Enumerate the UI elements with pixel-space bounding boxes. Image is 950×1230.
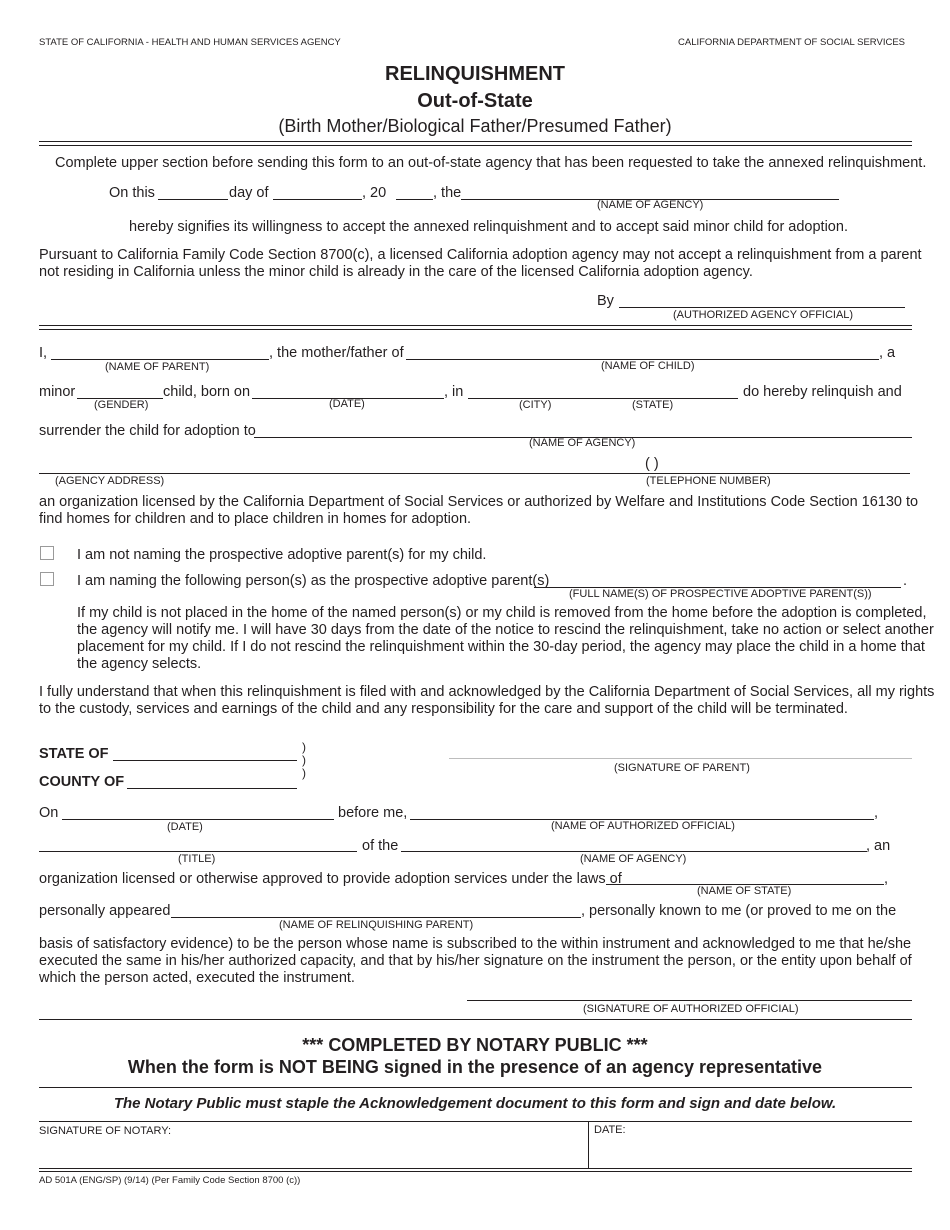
the-text: , the (433, 185, 462, 201)
notice-text-1: If my child is not placed in the home of the named person(s) or my child is removed from the home before the adoption is completed, (77, 605, 927, 621)
minor-text: minor (39, 384, 76, 400)
notice-text-4: the agency selects. (77, 656, 202, 672)
evidence-text-2: executed the same in his/her authorized capacity, and that by his/her signature on the instrument the person, or the entity upon behalf of (39, 953, 912, 969)
adoptive-parents-label: (FULL NAME(S) OF PROSPECTIVE ADOPTIVE PARENT(S)) (569, 588, 872, 600)
ack-date-field[interactable] (62, 819, 334, 820)
rule (39, 1121, 912, 1122)
personally-known-text: , personally known to me (or proved to me on the (581, 903, 897, 919)
agency-name-label: (NAME OF AGENCY) (597, 199, 704, 211)
a-text: , a (879, 345, 896, 361)
city-label: (CITY) (519, 399, 552, 411)
child-born-on-text: child, born on (163, 384, 251, 400)
year-prefix-text: , 20 (362, 185, 387, 201)
year-field[interactable] (396, 199, 433, 200)
gender-label: (GENDER) (94, 399, 149, 411)
bracket: ) (302, 740, 306, 754)
rule (39, 145, 912, 146)
notary-signature-field[interactable] (39, 1123, 587, 1169)
surrender-text: surrender the child for adoption to (39, 423, 256, 439)
rule (39, 1087, 912, 1088)
relinquishing-parent-label: (NAME OF RELINQUISHING PARENT) (279, 919, 474, 931)
official-label: (AUTHORIZED AGENCY OFFICIAL) (673, 309, 854, 321)
organization-text-2: find homes for children and to place children in homes for adoption. (39, 511, 472, 527)
willingness-text: hereby signifies its willingness to accept the annexed relinquishment and to accept said minor child for adoption. (129, 219, 848, 235)
form-title: RELINQUISHMENT (385, 63, 565, 85)
by-text: By (597, 293, 614, 309)
period-text: . (903, 573, 908, 589)
mother-father-text: , the mother/father of (269, 345, 404, 361)
notary-date-field[interactable] (590, 1123, 912, 1169)
before-me-text: before me, (338, 805, 408, 821)
agency-address-field[interactable] (39, 473, 910, 474)
parent-signature-field[interactable] (449, 758, 912, 759)
official-signature-line[interactable] (467, 1000, 912, 1001)
personally-appeared-text: personally appeared (39, 903, 171, 919)
divider (588, 1122, 589, 1169)
state-name-label: (NAME OF STATE) (697, 885, 792, 897)
notary-date-label: DATE: (594, 1124, 626, 1136)
of-the-text: of the (362, 838, 399, 854)
notary-signature-label: SIGNATURE OF NOTARY: (39, 1125, 172, 1137)
month-field[interactable] (273, 199, 362, 200)
comma-text: , (874, 805, 879, 821)
notary-heading: *** COMPLETED BY NOTARY PUBLIC *** (302, 1035, 648, 1055)
rule (39, 325, 912, 326)
birth-place-field[interactable] (468, 398, 738, 399)
official-signature-field[interactable] (619, 307, 905, 308)
naming-checkbox[interactable] (40, 572, 54, 586)
rule (39, 141, 912, 142)
parent-name-label: (NAME OF PARENT) (105, 361, 210, 373)
not-naming-checkbox[interactable] (40, 546, 54, 560)
state-of-label: STATE OF (39, 746, 109, 762)
official-name-label: (NAME OF AUTHORIZED OFFICIAL) (551, 820, 735, 832)
bracket: ) (302, 766, 306, 780)
comma-text: , (884, 871, 889, 887)
evidence-text-3: which the person acted, executed the instrument. (39, 970, 355, 986)
parent-signature-label: (SIGNATURE OF PARENT) (614, 762, 750, 774)
in-text: , in (444, 384, 464, 400)
county-of-field[interactable] (127, 788, 297, 789)
relinquish-text: do hereby relinquish and (743, 384, 902, 400)
child-name-label: (NAME OF CHILD) (601, 360, 695, 372)
pursuant-text-2: not residing in California unless the minor child is already in the care of the licensed California adoption agency. (39, 264, 753, 280)
official-signature-label: (SIGNATURE OF AUTHORIZED OFFICIAL) (583, 1003, 799, 1015)
day-field[interactable] (158, 199, 228, 200)
parent-name-field[interactable] (51, 359, 269, 360)
ack-date-label: (DATE) (167, 821, 203, 833)
understand-text-1: I fully understand that when this relinquishment is filed with and acknowledged by the California Department of Social Services, all my rights (39, 684, 935, 700)
pursuant-text-1: Pursuant to California Family Code Section 8700(c), a licensed California adoption agency may not accept a relinquishment from a parent (39, 247, 922, 263)
notice-text-2: the agency will notify me. I will have 30 days from the date of the notice to rescind the relinquishment, take no action or select another (77, 622, 934, 638)
rule (39, 1168, 912, 1169)
rule (39, 1171, 912, 1172)
ack-agency-field[interactable] (401, 851, 867, 852)
form-subtitle-parents: (Birth Mother/Biological Father/Presumed Father) (278, 116, 672, 136)
phone-parens: ( ) (645, 456, 659, 472)
agency-left: STATE OF CALIFORNIA - HEALTH AND HUMAN SERVICES AGENCY (39, 37, 341, 48)
state-of-field[interactable] (113, 760, 297, 761)
day-of-text: day of (229, 185, 269, 201)
agency-right: CALIFORNIA DEPARTMENT OF SOCIAL SERVICES (678, 37, 905, 48)
county-of-label: COUNTY OF (39, 774, 125, 790)
on-text: On (39, 805, 59, 821)
relinquishing-parent-field[interactable] (171, 917, 581, 918)
form-subtitle: Out-of-State (417, 90, 533, 112)
notary-subheading: When the form is NOT BEING signed in the presence of an agency representative (127, 1057, 823, 1077)
organization-text-1: an organization licensed by the California Department of Social Services or authorized by Welfare and Institutions Code Section 16130 to (39, 494, 919, 510)
state-label: (STATE) (632, 399, 674, 411)
title-field[interactable] (39, 851, 357, 852)
naming-label: I am naming the following person(s) as the prospective adoptive parent(s) (77, 573, 550, 589)
notice-text-3: placement for my child. If I do not rescind the relinquishment within the 30-day period, the agency may place the child in a home that (77, 639, 925, 655)
an-text: , an (866, 838, 891, 854)
rule (39, 329, 912, 330)
evidence-text-1: basis of satisfactory evidence) to be the person whose name is subscribed to the within instrument and acknowledged to me that he/she (39, 936, 912, 952)
surrender-agency-label: (NAME OF AGENCY) (529, 437, 636, 449)
agency-address-label: (AGENCY ADDRESS) (55, 475, 165, 487)
title-label: (TITLE) (178, 853, 216, 865)
date-label: (DATE) (329, 398, 365, 410)
i-text: I, (39, 345, 48, 361)
notary-instruction: The Notary Public must staple the Acknowledgement document to this form and sign and date below. (113, 1095, 837, 1112)
instruction-text: Complete upper section before sending this form to an out-of-state agency that has been requested to take the annexed relinquishment. (55, 155, 927, 171)
understand-text-2: to the custody, services and earnings of the child and any responsibility for the care and support of the child will be terminated. (39, 701, 848, 717)
telephone-label: (TELEPHONE NUMBER) (646, 475, 771, 487)
form-id: AD 501A (ENG/SP) (9/14) (Per Family Code Section 8700 (c)) (39, 1175, 301, 1186)
not-naming-label: I am not naming the prospective adoptive parent(s) for my child. (77, 547, 487, 563)
ack-agency-label: (NAME OF AGENCY) (580, 853, 687, 865)
bracket: ) (302, 753, 306, 767)
organization-laws-text: organization licensed or otherwise approved to provide adoption services under the laws of (39, 871, 622, 887)
rule (39, 1019, 912, 1020)
on-this-text: On this (109, 185, 155, 201)
